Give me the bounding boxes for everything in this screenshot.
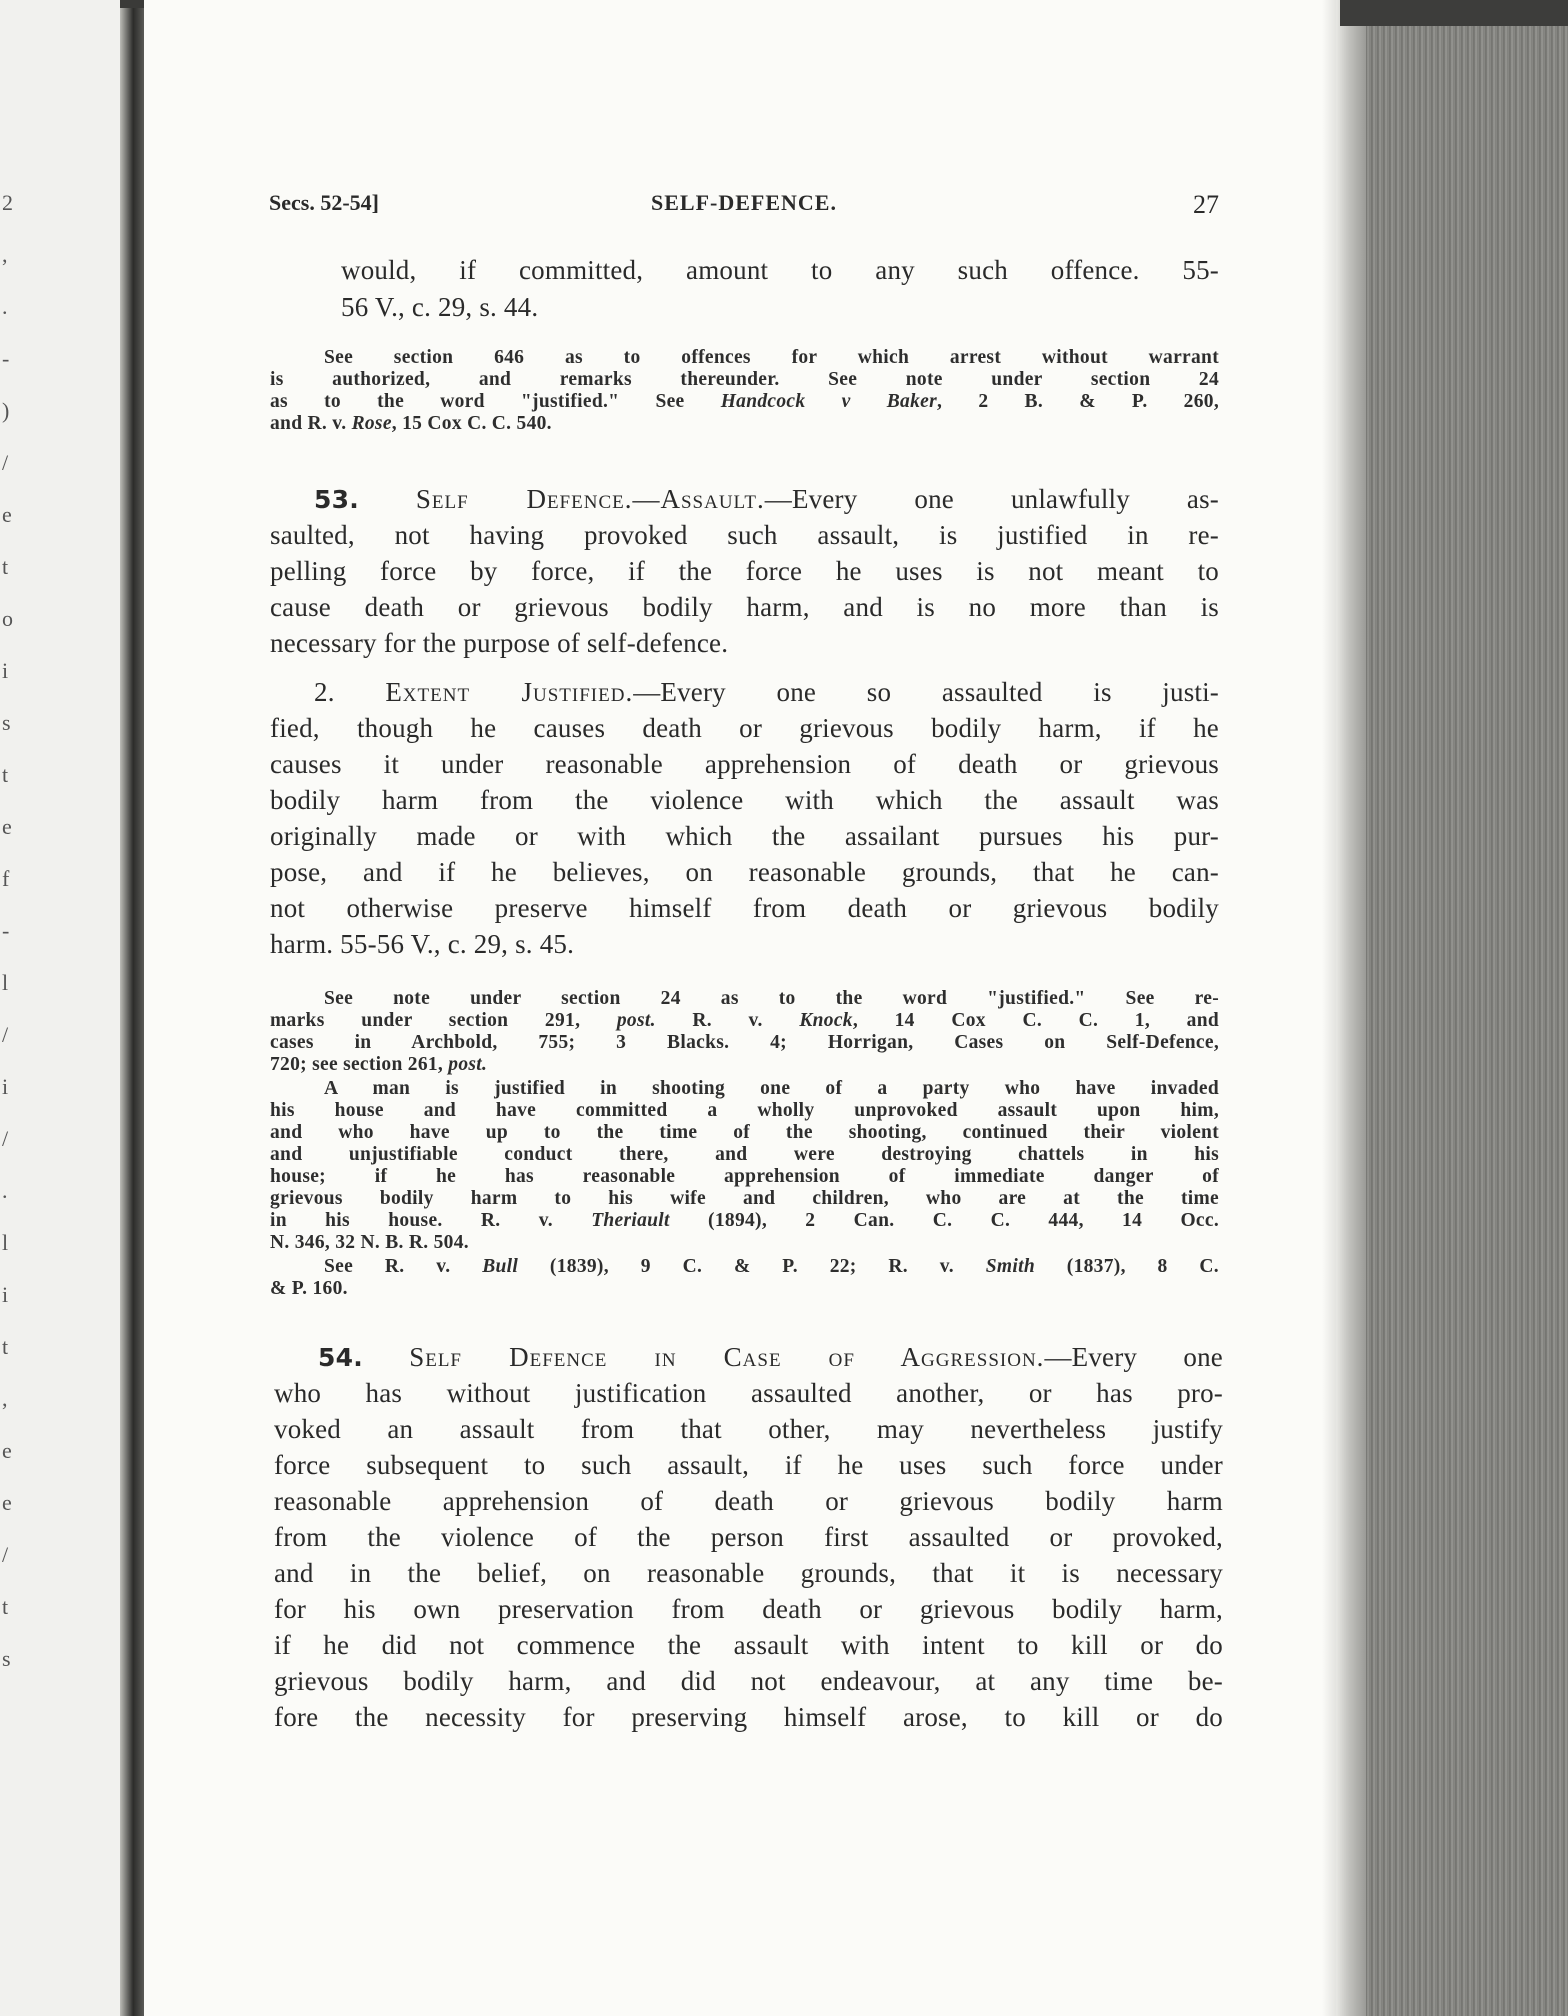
left-page-fragment: e <box>2 502 12 527</box>
subsection-2-line: bodily harm from the violence with which the assault was <box>270 785 1219 815</box>
left-page-fragment: t <box>2 554 9 579</box>
page-edge-lip <box>1336 0 1366 2016</box>
left-page-fragment: s <box>2 1646 11 1671</box>
running-head <box>269 190 1219 226</box>
section-54-line: grievous bodily harm, and did not endeavour, at any time be- <box>274 1666 1223 1696</box>
section-54-line: voked an assault from that other, may nevertheless justify <box>274 1414 1223 1444</box>
book-page-edges <box>1340 0 1568 2016</box>
left-page-fragment: e <box>2 1438 12 1463</box>
chapter-title: SELF-DEFENCE. <box>651 190 837 215</box>
left-page-fragment: s <box>2 710 11 735</box>
book-top-edge <box>1340 0 1568 26</box>
section-number: 53. <box>314 485 359 514</box>
subsection-2-line: causes it under reasonable apprehension of death or grievous <box>270 749 1219 779</box>
book-page <box>144 0 1340 2016</box>
subsection-text: —Every one so assaulted is justi- <box>633 677 1220 707</box>
note-line: and who have up to the time of the shooting, continued their violent <box>270 1122 1219 1143</box>
subsection-2-first-line <box>314 677 1219 708</box>
subsection-heading: Extent Justified. <box>385 677 634 707</box>
subsection-2-line: fied, though he causes death or grievous bodily harm, if he <box>270 713 1219 743</box>
left-page-fragment: / <box>2 1022 9 1047</box>
subsection-number: 2. <box>314 677 335 707</box>
left-page-fragment: l <box>2 1230 9 1255</box>
left-page-fragment: e <box>2 1490 12 1515</box>
left-page-fragment: l <box>2 970 9 995</box>
section-text: —Every one <box>1044 1342 1223 1372</box>
left-page-fragment: e <box>2 814 12 839</box>
section-53-line: cause death or grievous bodily harm, and is no more than is <box>270 592 1219 622</box>
section-53-line: pelling force by force, if the force he uses is not meant to <box>270 556 1219 586</box>
left-page-fragment: ) <box>2 398 10 423</box>
left-page-fragment: t <box>2 1594 9 1619</box>
left-page-fragment: t <box>2 1334 9 1359</box>
section-54-line: from the violence of the person first assaulted or provoked, <box>274 1522 1223 1552</box>
section-54-line: who has without justification assaulted another, or has pro- <box>274 1378 1223 1408</box>
continuation-line: 56 V., c. 29, s. 44. <box>341 292 539 322</box>
note-line: See section 646 as to offences for which arrest without warrant <box>324 347 1219 368</box>
note-line: See R. v. Bull (1839), 9 C. & P. 22; R. v. Smith (1837), 8 C. <box>324 1256 1219 1277</box>
left-page-fragment: i <box>2 1282 9 1307</box>
subsection-2-line: harm. 55-56 V., c. 29, s. 45. <box>270 929 575 959</box>
left-page-fragment: , <box>2 1386 8 1411</box>
note-line: his house and have committed a wholly unprovoked assault upon him, <box>270 1100 1219 1121</box>
left-page-fragment: o <box>2 606 13 631</box>
section-53-line: necessary for the purpose of self-defence. <box>270 628 729 658</box>
note-line: 720; see section 261, post. <box>270 1054 488 1075</box>
note-line: & P. 160. <box>270 1278 348 1299</box>
section-number: 54. <box>318 1343 363 1372</box>
section-53-line: saulted, not having provoked such assault, is justified in re- <box>270 520 1219 550</box>
left-page-fragment: . <box>2 1178 8 1203</box>
page-number: 27 <box>1193 190 1219 219</box>
left-page-fragment: i <box>2 1074 9 1099</box>
left-page-fragment: i <box>2 658 9 683</box>
page-content <box>144 0 1340 2016</box>
left-page-text-fragments <box>0 0 18 2016</box>
left-page-fragment: / <box>2 1126 9 1151</box>
subsection-2-line: not otherwise preserve himself from death or grievous bodily <box>270 893 1219 923</box>
note-line: cases in Archbold, 755; 3 Blacks. 4; Horrigan, Cases on Self-Defence, <box>270 1032 1219 1053</box>
left-page-fragment: , <box>2 242 8 267</box>
left-page-fragment: / <box>2 1542 9 1567</box>
section-heading: Self Defence.—Assault. <box>415 484 765 514</box>
section-heading: Self Defence in Case of Aggression. <box>409 1342 1045 1372</box>
note-line: house; if he has reasonable apprehension of immediate danger of <box>270 1166 1219 1187</box>
section-54-line: if he did not commence the assault with intent to kill or do <box>274 1630 1223 1660</box>
left-page-fragment: - <box>2 346 10 371</box>
subsection-2-line: pose, and if he believes, on reasonable grounds, that he can- <box>270 857 1219 887</box>
section-54-line: fore the necessity for preserving himself arose, to kill or do <box>274 1702 1223 1732</box>
section-53-first-line <box>314 484 1219 515</box>
section-54-line: for his own preservation from death or grievous bodily harm, <box>274 1594 1223 1624</box>
continuation-line: would, if committed, amount to any such offence. 55- <box>341 255 1219 285</box>
note-line: grievous bodily harm to his wife and children, who are at the time <box>270 1188 1219 1209</box>
left-page-fragment: 2 <box>2 190 13 215</box>
note-line: and unjustifiable conduct there, and were destroying chattels in his <box>270 1144 1219 1165</box>
note-line: N. 346, 32 N. B. R. 504. <box>270 1232 469 1253</box>
subsection-2-line: originally made or with which the assailant pursues his pur- <box>270 821 1219 851</box>
section-54-line: and in the belief, on reasonable grounds, that it is necessary <box>274 1558 1223 1588</box>
section-54-first-line <box>318 1342 1223 1373</box>
note-line: A man is justified in shooting one of a party who have invaded <box>324 1078 1219 1099</box>
left-page-fragment: - <box>2 918 10 943</box>
section-54-line: reasonable apprehension of death or grievous bodily harm <box>274 1486 1223 1516</box>
left-page <box>0 0 134 2016</box>
book-gutter <box>120 0 144 2016</box>
note-line: in his house. R. v. Theriault (1894), 2 Can. C. C. 444, 14 Occ. <box>270 1210 1219 1231</box>
left-page-fragment: f <box>2 866 10 891</box>
section-range: Secs. 52-54] <box>269 190 379 215</box>
left-page-fragment: t <box>2 762 9 787</box>
note-line: as to the word "justified." See Handcock v Baker, 2 B. & P. 260, <box>270 391 1220 412</box>
note-line: marks under section 291, post. R. v. Knock, 14 Cox C. C. 1, and <box>270 1010 1219 1031</box>
left-page-fragment: . <box>2 294 8 319</box>
section-54-line: force subsequent to such assault, if he uses such force under <box>274 1450 1223 1480</box>
note-line: is authorized, and remarks thereunder. See note under section 24 <box>270 369 1219 390</box>
left-page-fragment: / <box>2 450 9 475</box>
note-line: See note under section 24 as to the word "justified." See re- <box>324 988 1219 1009</box>
section-text: —Every one unlawfully as- <box>764 484 1219 514</box>
note-line: and R. v. Rose, 15 Cox C. C. 540. <box>270 413 552 434</box>
